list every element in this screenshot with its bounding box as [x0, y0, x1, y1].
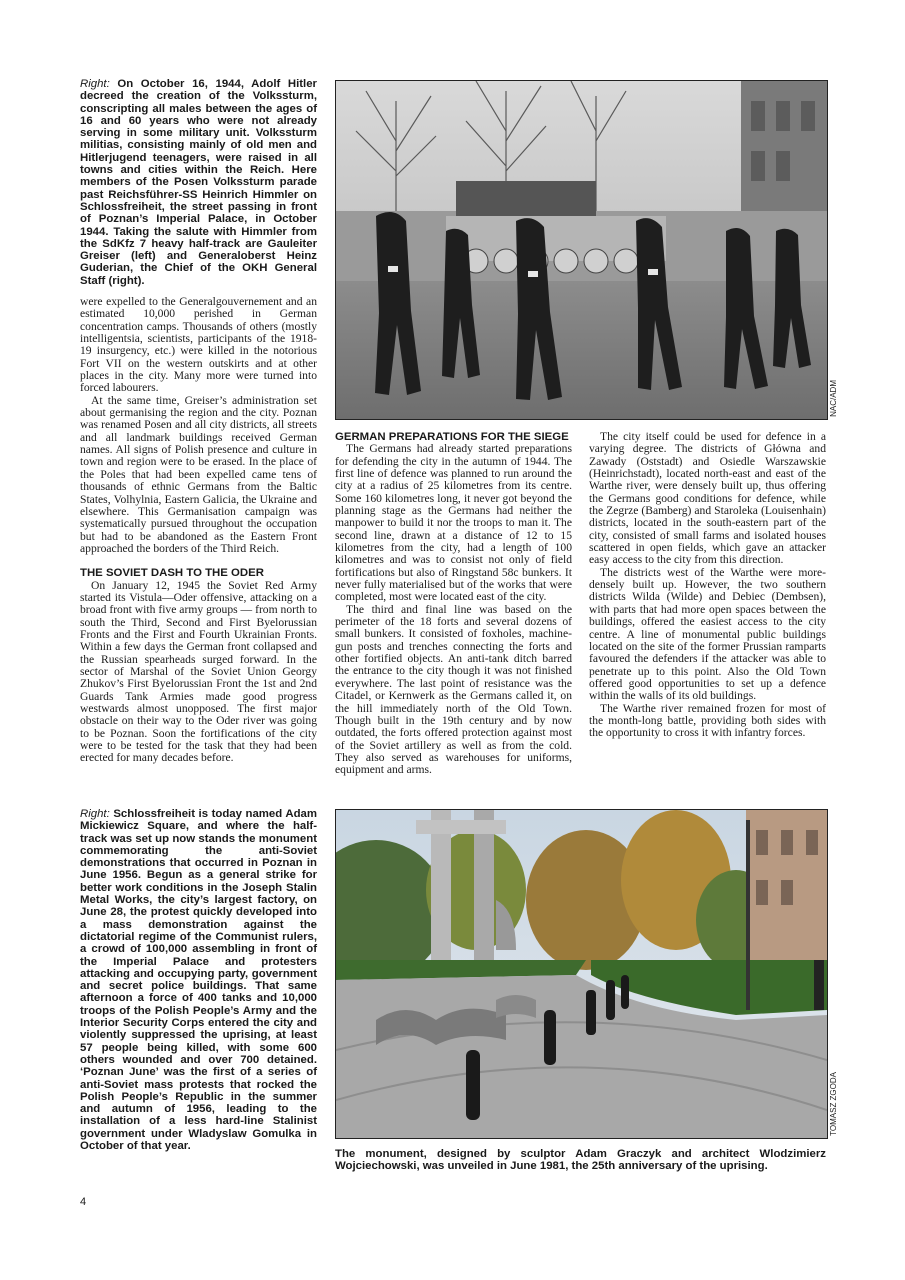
column-1-text: [80, 296, 317, 765]
column-3-text: [589, 431, 826, 740]
photo-monument: [335, 809, 828, 1139]
section-heading-german-preparations: GERMAN PREPARATIONS FOR THE SIEGE: [335, 431, 569, 443]
column-2-text: [335, 431, 572, 777]
paragraph: On January 12, 1945 the Soviet Red Army started its Vistula—Oder offensive, attacking on a broad front with five army groups — from north to south the Third, Second and First Byelorussian Fronts and the First and Fourth Ukrainian Fronts. Within a few days the German front collapsed and the Russian spearheads surged forward. In the sector of Marshal of the Soviet Union Georgy Zhukov’s First Byelorussian Front the 1st and 2nd Guards Tank Armies made good progress westwards almost unopposed. The first major obstacle on their way to the Oder river was going to be Poznan. Soon the fortifications of the city were to be tested for the task that they had been erected for many decades before.: [80, 578, 317, 765]
photo-credit-top: NAC/ADM: [829, 380, 838, 417]
parade-photo-image: [336, 81, 827, 419]
paragraph: At the same time, Greiser’s administration set about germanising the region and the city. Poznan was renamed Posen and all city districts, all streets and all landmark buildings received German names. All signs of Polish presence and culture in town and region were to be erased. In the place of the Poles that had been expelled came tens of thousands of ethnic Germans from the Baltic States, Volhylnia, Eastern Galicia, the Ukraine and elsewhere. This Germanisation campaign was systematically pursued throughout the occupation but had to be abandoned as the Eastern Front approached the borders of the Third Reich.: [80, 393, 317, 555]
photo-credit-bottom: TOMASZ ZGODA: [829, 1072, 838, 1136]
caption-lead: Right:: [80, 808, 110, 820]
paragraph: The Germans had already started preparations for defending the city in the autumn of 1944. The first line of defence was planned to run around the city at a radius of 25 kilometres from its centre. Some 160 kilometres long, it never got beyond the planning stage as the Germans had neither the manpower to build it nor the troops to man it. The second line, drawn at a distance of 12 to 15 kilometres from the city, had a length of 100 kilometres and was to consist not only of field fortifications but also of Ringstand 58c bunkers. It never fully materialised but of the works that were completed, most were located east of the city.: [335, 442, 572, 604]
monument-photo-image: [336, 810, 827, 1138]
page-number: 4: [80, 1196, 87, 1208]
section-heading-soviet-dash: THE SOVIET DASH TO THE ODER: [80, 567, 264, 580]
caption-text: On October 16, 1944, Adolf Hitler decreed the creation of the Volkssturm, conscripting all males between the ages of 16 and 60 years who were not already serving in some military unit. Volkssturm militias, consisting mainly of old men and Hitlerjugend teenagers, were raised in all towns and cities within the Reich. Here members of the Posen Volkssturm parade past Reichsführer-SS Heinrich Himmler on Schlossfreiheit, the street passing in front of Poznan’s Imperial Palace, in October 1944. Taking the salute with Himmler from the SdKfz 7 heavy half-track are Gauleiter Greiser (left) and Generaloberst Heinz Guderian, the Chief of the OKH General Staff (right).: [80, 78, 317, 287]
paragraph: The third and final line was based on the perimeter of the 18 forts and several dozens of small bunkers. It consisted of foxholes, machine-gun posts and trenches connecting the forts and other fortified objects. An anti-tank ditch barred the entrance to the city though it was not finished everywhere. The last point of resistance was the Citadel, or Kernwerk as the Germans called it, on the hill immediately north of the Old Town. Though built in the 19th century and by now outdated, the forts offered protection against most of the Soviet artillery as well as from the cold. They also served as warehouses for uniforms, equipment and arms.: [335, 602, 572, 777]
photo-volkssturm-parade: [335, 80, 828, 420]
paragraph: The Warthe river remained frozen for most of the month-long battle, providing both sides with the opportunity to cross it with infantry forces.: [589, 701, 826, 740]
caption-top-photo: [80, 78, 317, 287]
caption-bottom-left: [80, 808, 317, 1152]
paragraph: The city itself could be used for defence in a varying degree. The districts of Główna and Zawady (Oststadt) and Osiedle Warszawskie (Heinrichstadt), located north-east and east of the Warthe river, were densely built up, thus offering the Germans good conditions for defence, while the Zegrze (Bamberg) and Staroleka (Louisenhain) districts, located in the south-eastern part of the city, consisted of small farms and isolated houses scattered in open fields, which gave an attacker easy access to the city from this direction.: [589, 430, 826, 567]
caption-lead: Right:: [80, 78, 110, 90]
paragraph: The districts west of the Warthe were more-densely built up. However, the two southern districts Wilda (Wilde) and Debiec (Dembsen), with parts that had more open spaces between the buildings, offered the easiest access to the city centre. A line of monumental public buildings located on the site of the former Prussian ramparts favoured the defenders if the attacker was able to penetrate up to this point. Also the Old Town offered good opportunities to set up a defence within the walls of its old buildings.: [589, 565, 826, 703]
caption-text: Schlossfreiheit is today named Adam Mickiewicz Square, and where the half-track was set up now stands the monument commemorating the anti-Soviet demonstrations that occurred in Poznan in June 1956. Begun as a general strike for better work conditions in the Joseph Stalin Metal Works, the city’s largest factory, on June 28, the protest quickly developed into a mass demonstration against the dictatorial regime of the Communist rulers, a crowd of 100,000 assembling in front of the Imperial Palace and protesters attacking and occupying party, government and secret police buildings. That same afternoon a force of 400 tanks and 10,000 troops of the Polish People’s Army and the Interior Security Corps entered the city and violently suppressed the uprising, at least 57 people being killed, with some 600 others wounded and over 700 detained. ‘Poznan June’ was the first of a series of anti-Soviet mass protests that rocked the Polish People’s Republic in the summer and autumn of 1956, leading to the installation of a less hard-line Stalinist government under Wladyslaw Gomulka in October of that year.: [80, 808, 317, 1153]
paragraph: were expelled to the Generalgouvernement and an estimated 10,000 perished in German concentration camps. Thousands of others (mostly intelligentsia, scientists, participants of the 1918-19 insurgency, etc.) were killed in the notorious Fort VII on the western outskirts and at other places in the city. Many more were turned into forced labourers.: [80, 295, 317, 395]
caption-bottom-photo: The monument, designed by sculptor Adam Graczyk and architect Wlodzimierz Wojciechowski, was unveiled in June 1981, the 25th anniversary of the uprising.: [335, 1148, 826, 1173]
